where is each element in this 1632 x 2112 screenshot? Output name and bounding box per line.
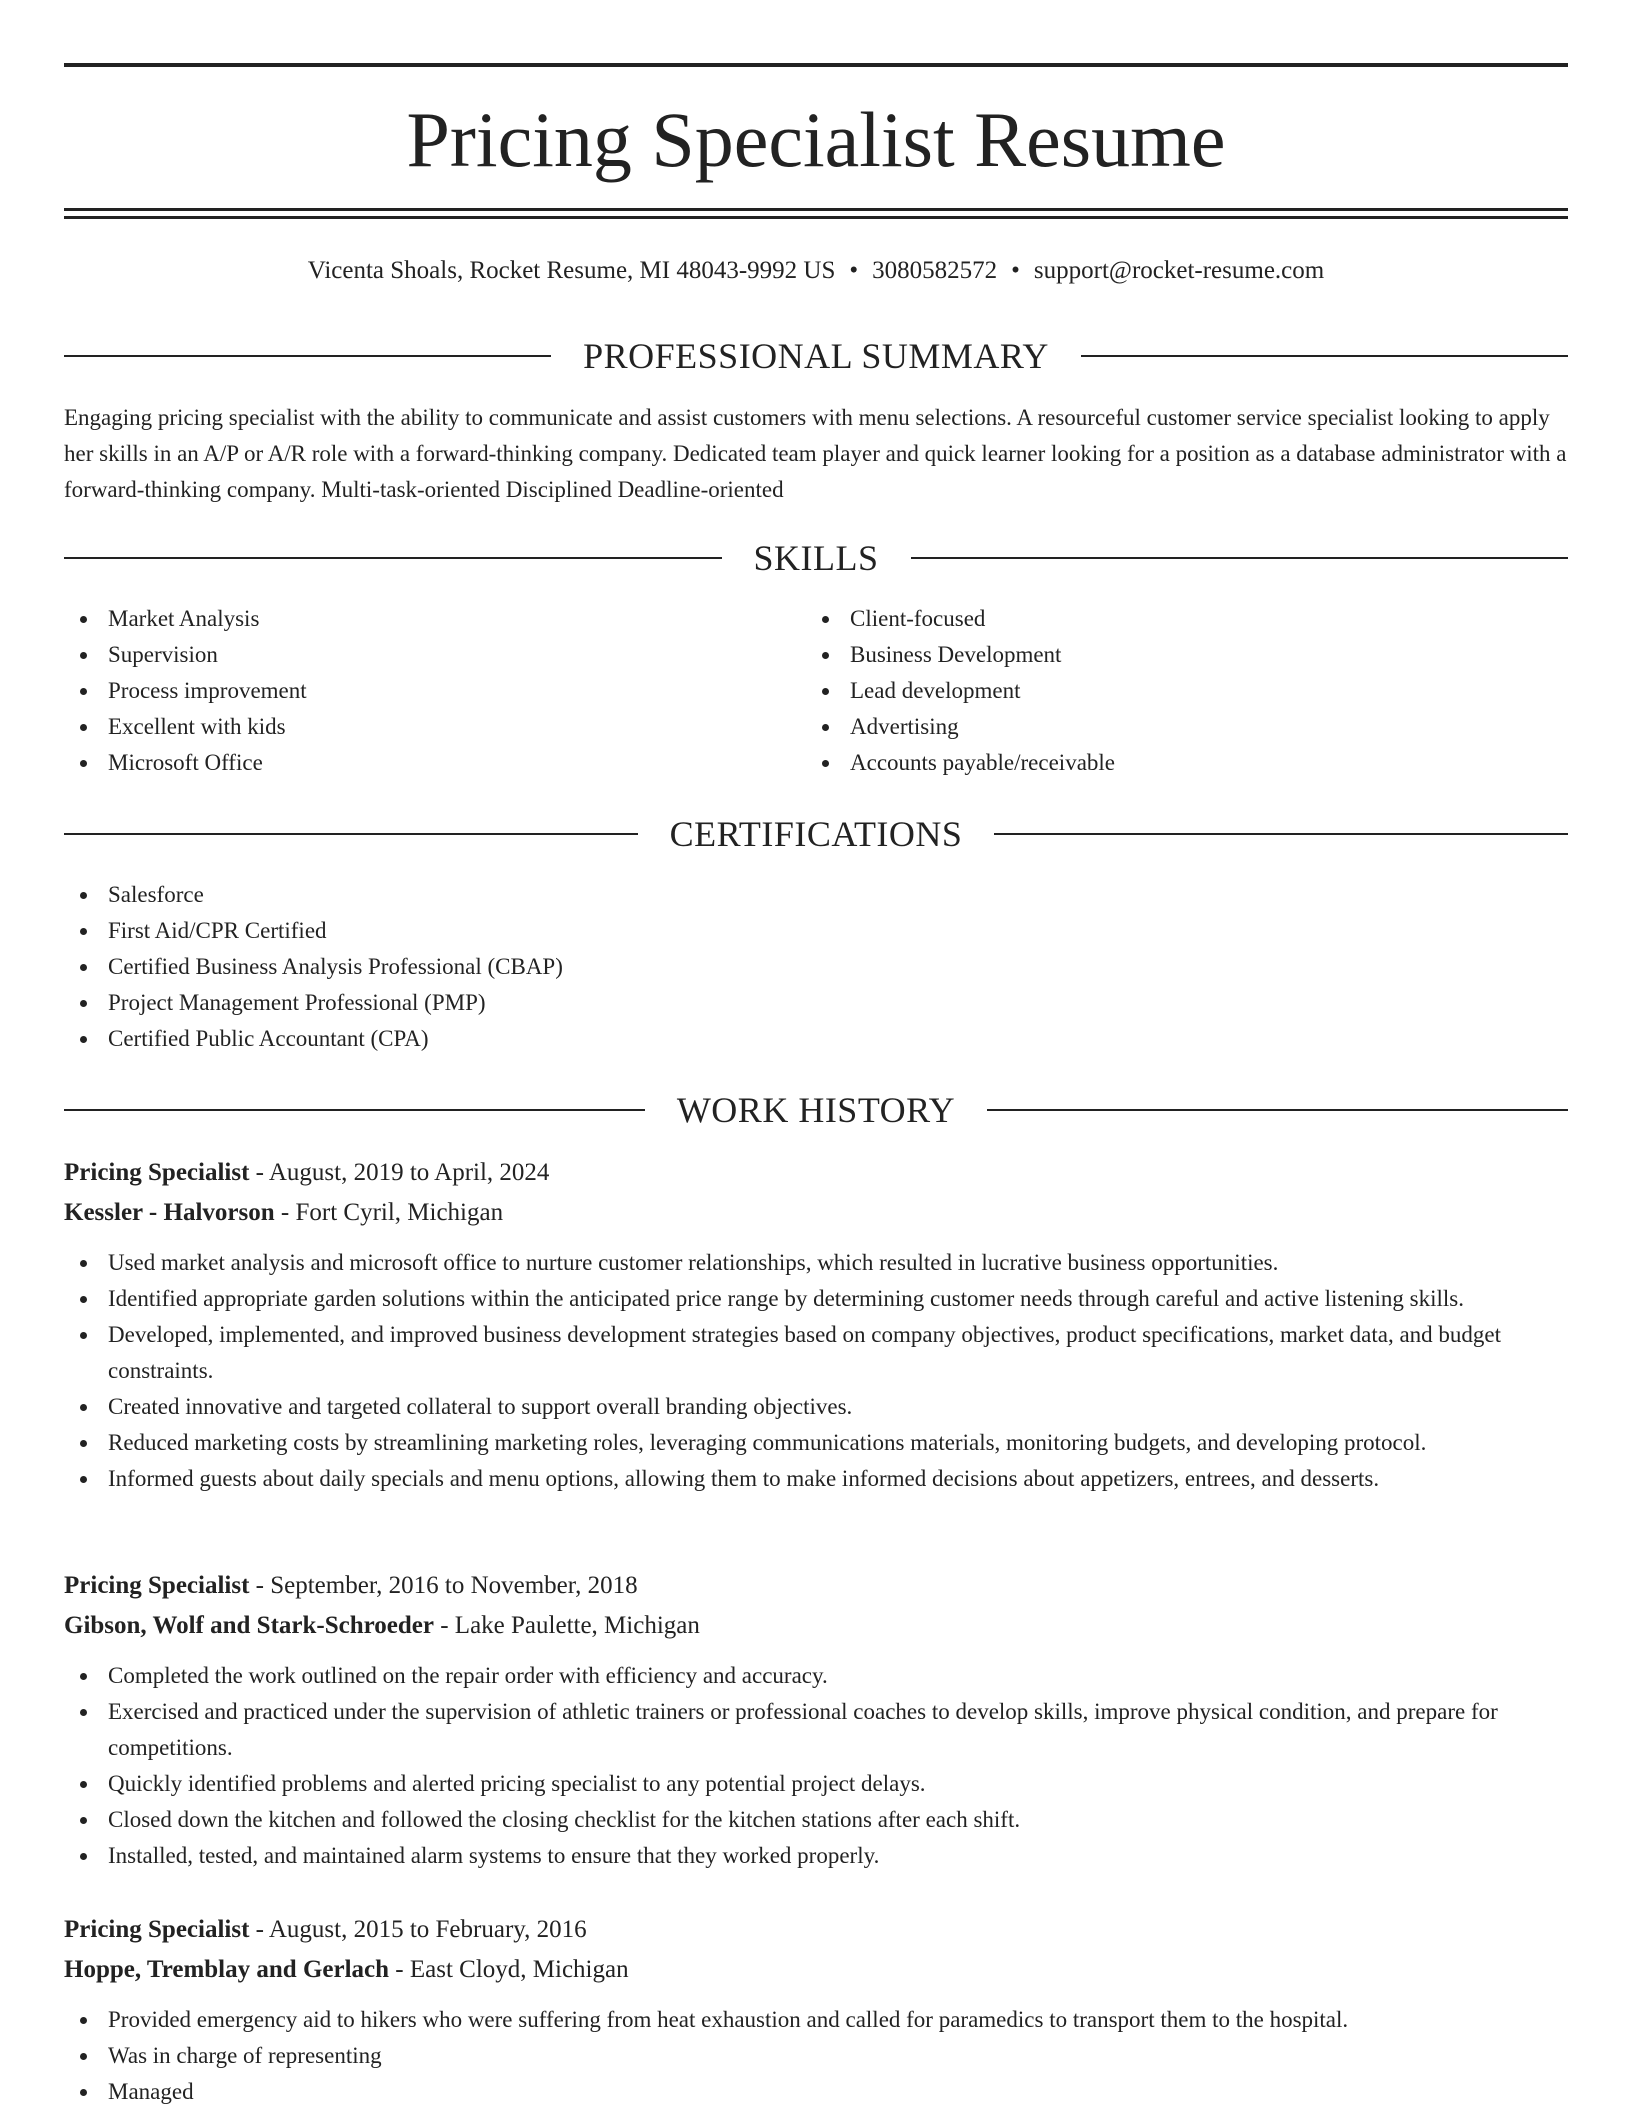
job-bullet: Completed the work outlined on the repair order with efficiency and accuracy. <box>64 1658 1568 1694</box>
job-title: Pricing Specialist <box>64 1572 250 1599</box>
section-heading-certifications <box>64 809 1568 859</box>
skill-item: Microsoft Office <box>64 745 764 781</box>
section-rule <box>987 1109 1568 1111</box>
job-bullet: Quickly identified problems and alerted pricing specialist to any potential project delays. <box>64 1766 1568 1802</box>
section-rule <box>64 355 551 357</box>
section-heading-text: SKILLS <box>753 538 879 578</box>
contact-email: support@rocket-resume.com <box>1033 257 1325 284</box>
job-entry <box>64 1566 1568 1874</box>
job-bullet: Installed, tested, and maintained alarm systems to ensure that they worked properly. <box>64 1838 1568 1874</box>
skill-item: Excellent with kids <box>64 709 764 745</box>
contact-separator: • <box>849 257 859 284</box>
section-rule <box>911 557 1569 559</box>
job-location: - East Cloyd, Michigan <box>389 1956 629 1983</box>
section-heading-skills <box>64 533 1568 583</box>
job-location: - Fort Cyril, Michigan <box>274 1199 504 1226</box>
section-rule <box>64 1109 645 1111</box>
skills-column-right <box>806 601 1506 781</box>
certification-item: Project Management Professional (PMP) <box>64 985 1568 1021</box>
certifications-block <box>64 877 1568 1057</box>
resume-title: Pricing Specialist Resume <box>406 96 1226 183</box>
job-bullet: Provided emergency aid to hikers who were suffering from heat exhaustion and called for paramedics to transport them to the hospital. <box>64 2002 1568 2038</box>
skill-item: Supervision <box>64 637 764 673</box>
certifications-list <box>64 877 1568 1057</box>
section-rule <box>64 557 722 559</box>
job-company: Kessler - Halvorson <box>64 1199 275 1226</box>
job-entry <box>64 1910 1568 2110</box>
certification-item: Salesforce <box>64 877 1568 913</box>
contact-separator: • <box>1011 257 1020 284</box>
section-rule <box>64 833 638 835</box>
top-rule <box>64 63 1568 67</box>
skill-item: Process improvement <box>64 673 764 709</box>
contact-line <box>64 254 1568 288</box>
job-bullet: Used market analysis and microsoft office to nurture customer relationships, which resulted in lucrative business opportunities. <box>64 1245 1568 1281</box>
job-bullet: Developed, implemented, and improved business development strategies based on company objectives, product specifications, market data, and budget constraints. <box>64 1317 1568 1389</box>
job-dates: - August, 2019 to April, 2024 <box>249 1159 550 1186</box>
skill-item: Lead development <box>806 673 1506 709</box>
skills-list-right <box>806 601 1506 781</box>
job-bullet-list <box>64 1658 1568 1874</box>
job-company-line <box>64 1193 1568 1233</box>
job-bullet: Exercised and practiced under the supervision of athletic trainers or professional coaches to develop skills, improve physical condition, and prepare for competitions. <box>64 1694 1568 1766</box>
skill-item: Client-focused <box>806 601 1506 637</box>
section-heading-summary <box>64 331 1568 381</box>
section-heading-text: PROFESSIONAL SUMMARY <box>583 336 1049 376</box>
job-title-line <box>64 1566 1568 1606</box>
job-company: Hoppe, Tremblay and Gerlach <box>64 1956 390 1983</box>
section-heading-text: CERTIFICATIONS <box>669 814 963 854</box>
certification-item: Certified Business Analysis Professional (CBAP) <box>64 949 1568 985</box>
job-title-line <box>64 1153 1568 1193</box>
job-bullet: Was in charge of representing <box>64 2038 1568 2074</box>
job-bullet-list <box>64 1245 1568 1497</box>
contact-address: Vicenta Shoals, Rocket Resume, MI 48043-9992 US <box>307 257 836 284</box>
job-bullet: Closed down the kitchen and followed the closing checklist for the kitchen stations after each shift. <box>64 1802 1568 1838</box>
job-bullet: Created innovative and targeted collateral to support overall branding objectives. <box>64 1389 1568 1425</box>
job-company: Gibson, Wolf and Stark-Schroeder <box>64 1612 434 1639</box>
summary-text: Engaging pricing specialist with the ability to communicate and assist customers with menu selections. A resourceful customer service specialist looking to apply her skills in an A/P or A/R role with a forward-thinking company. Dedicated team player and quick learner looking for a position as a database administrator with a forward-thinking company. Multi-task-oriented Disciplined Deadline-oriented <box>64 405 1567 502</box>
job-dates: - September, 2016 to November, 2018 <box>249 1572 638 1599</box>
job-title: Pricing Specialist <box>64 1916 250 1943</box>
job-bullet: Identified appropriate garden solutions within the anticipated price range by determining customer needs through careful and active listening skills. <box>64 1281 1568 1317</box>
job-location: - Lake Paulette, Michigan <box>433 1612 700 1639</box>
skills-column-left <box>64 601 764 781</box>
section-heading-work-history <box>64 1085 1568 1135</box>
job-bullet: Reduced marketing costs by streamlining marketing roles, leveraging communications materials, monitoring budgets, and developing protocol. <box>64 1425 1568 1461</box>
section-heading-text: WORK HISTORY <box>676 1090 956 1130</box>
job-bullet: Informed guests about daily specials and menu options, allowing them to make informed decisions about appetizers, entrees, and desserts. <box>64 1461 1568 1497</box>
job-bullet: Managed <box>64 2074 1568 2110</box>
contact-phone: 3080582572 <box>872 257 998 284</box>
skills-list-left <box>64 601 764 781</box>
skill-item: Business Development <box>806 637 1506 673</box>
certification-item: First Aid/CPR Certified <box>64 913 1568 949</box>
title-double-rule <box>64 208 1568 220</box>
skill-item: Accounts payable/receivable <box>806 745 1506 781</box>
certification-item: Certified Public Accountant (CPA) <box>64 1021 1568 1057</box>
section-rule <box>994 833 1568 835</box>
job-company-line <box>64 1606 1568 1646</box>
job-company-line <box>64 1950 1568 1990</box>
section-rule <box>1081 355 1568 357</box>
job-title: Pricing Specialist <box>64 1159 250 1186</box>
skill-item: Advertising <box>806 709 1506 745</box>
skill-item: Market Analysis <box>64 601 764 637</box>
job-bullet-list <box>64 2002 1568 2110</box>
job-entry <box>64 1153 1568 1497</box>
job-title-line <box>64 1910 1568 1950</box>
job-dates: - August, 2015 to February, 2016 <box>249 1916 587 1943</box>
